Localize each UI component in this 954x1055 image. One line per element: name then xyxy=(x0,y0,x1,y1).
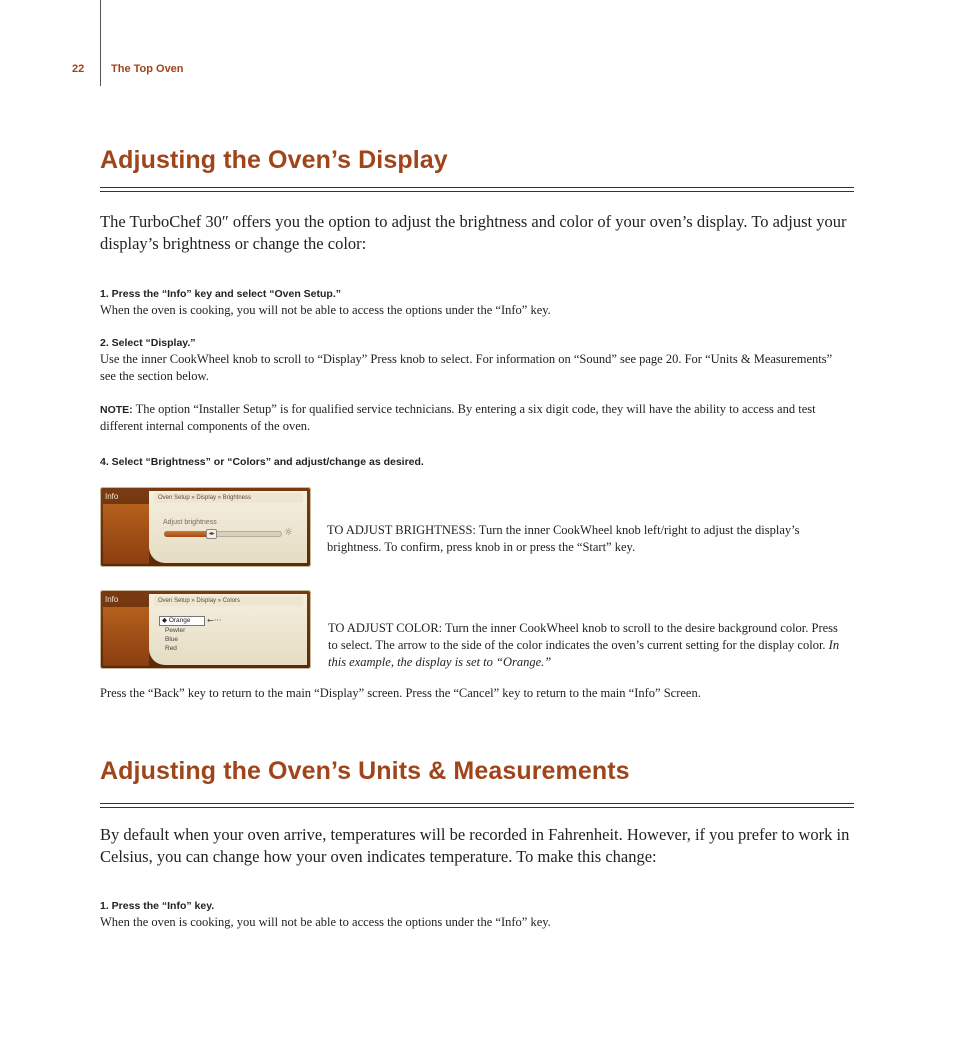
screen-sidebar xyxy=(103,607,149,666)
arrow-left-icon: ←··· xyxy=(207,616,222,625)
screen-breadcrumb: Oven Setup » Display » Colors xyxy=(154,596,303,606)
section-rule xyxy=(100,187,854,192)
brightness-screen-image xyxy=(100,487,311,567)
step-body: Use the inner CookWheel knob to scroll to “Display” Press knob to select. For information on “Sound” see page 20. For “Units & Measurements” see the section below. xyxy=(100,352,833,383)
screen-panel xyxy=(149,491,307,563)
selected-color: ◆ Orange xyxy=(159,616,205,626)
step-heading: 1. Press the “Info” key. xyxy=(100,900,215,912)
screen-sidebar xyxy=(103,504,149,564)
intro-paragraph: The TurboChef 30″ offers you the option to adjust the brightness and color of your oven’s display. To adjust your display’s brightness or change the color: xyxy=(100,212,847,253)
brightness-slider xyxy=(164,531,282,537)
step-heading: 1. Press the “Info” key and select “Oven Setup.” xyxy=(100,288,341,300)
brightness-caption: TO ADJUST BRIGHTNESS: Turn the inner CookWheel knob left/right to adjust the display’s brightness. To confirm, press knob in or press the “Start” key. xyxy=(327,523,800,554)
back-key-note: Press the “Back” key to return to the main “Display” screen. Press the “Cancel” key to return to the main “Info” Screen. xyxy=(100,686,701,700)
step-body: When the oven is cooking, you will not be able to access the options under the “Info” key. xyxy=(100,915,551,929)
selected-color-label: Orange xyxy=(168,617,191,624)
running-head: The Top Oven xyxy=(111,63,184,75)
section-title-units: Adjusting the Oven’s Units & Measurements xyxy=(100,757,630,785)
color-option: Red xyxy=(165,645,177,652)
step-body: When the oven is cooking, you will not be able to access the options under the “Info” key. xyxy=(100,303,551,317)
brightness-label: Adjust brightness xyxy=(163,519,217,526)
screen-info-label: Info xyxy=(105,595,119,604)
color-option: Pewter xyxy=(165,627,186,634)
section-rule xyxy=(100,803,854,808)
color-caption-text: TO ADJUST COLOR: Turn the inner CookWheel knob to scroll to the desire background color. Press to select. The arrow to the side of the color indicates the oven’s current setting for the display color. xyxy=(328,621,838,652)
color-caption xyxy=(328,620,848,671)
color-option: Blue xyxy=(165,636,179,643)
slider-fill xyxy=(164,531,211,537)
section-title-display: Adjusting the Oven’s Display xyxy=(100,146,448,174)
screen-panel xyxy=(149,594,307,665)
intro-paragraph: By default when your oven arrive, temperatures will be recorded in Fahrenheit. However, if you prefer to work in Celsius, you can change how your oven indicates temperature. To make this change: xyxy=(100,825,850,866)
step-heading: 4. Select “Brightness” or “Colors” and adjust/change as desired. xyxy=(100,456,424,468)
screen-breadcrumb: Oven Setup » Display » Brightness xyxy=(154,493,303,503)
header-divider xyxy=(100,0,101,86)
note-text: The option “Installer Setup” is for qualified service technicians. By entering a six digit code, they will have the ability to access and test different internal components of the oven. xyxy=(100,402,816,433)
page-number: 22 xyxy=(72,63,85,75)
note-paragraph xyxy=(100,401,840,435)
colors-screen-image xyxy=(100,590,311,669)
slider-knob: ◂▸ xyxy=(206,529,217,539)
screen-info-label: Info xyxy=(105,492,119,501)
step-heading: 2. Select “Display.” xyxy=(100,337,196,349)
color-caption-example: In this example, the display is set to “Orange.” xyxy=(328,638,840,669)
sun-icon: ☼ xyxy=(284,527,293,538)
note-label: NOTE: xyxy=(100,404,133,416)
